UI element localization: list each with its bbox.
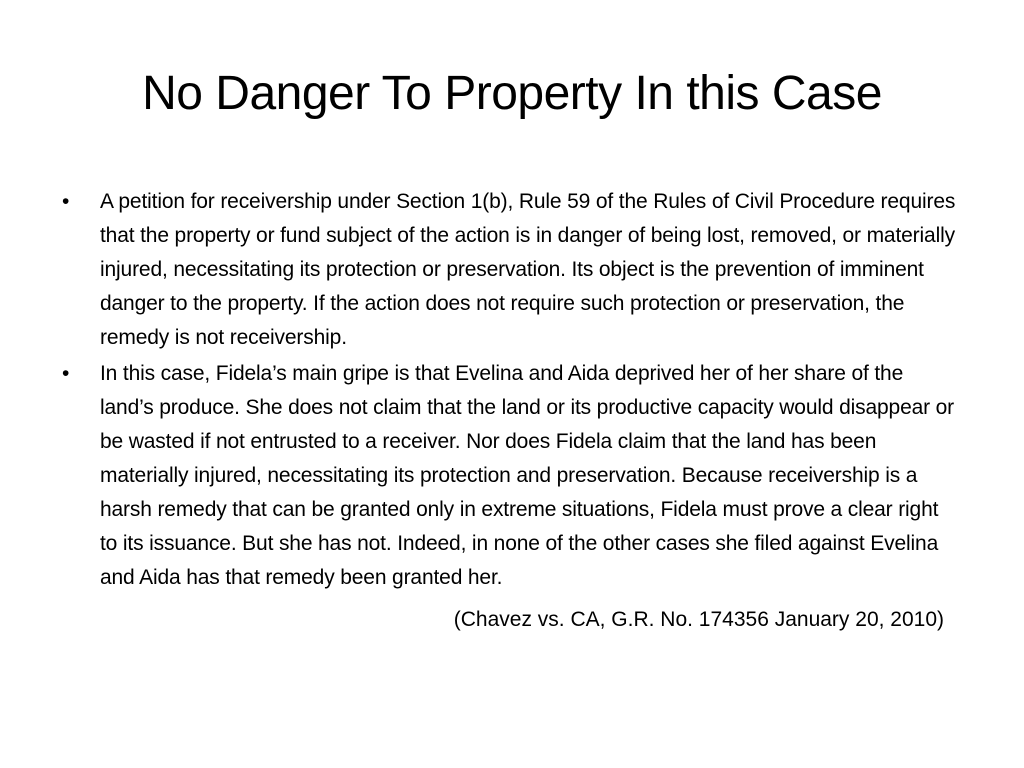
bullet-text: In this case, Fidela’s main gripe is that Evelina and Aida deprived her of her share of the land’s produce. She does not claim that the land or its productive capacity would disappear or be wasted if not entrusted to a receiver. Nor does Fidela claim that the land has been materially injured, necessitating its protection and preservation. Because receivership is a harsh remedy that can be granted only in extreme situations, Fidela must prove a clear right to its issuance. But she has not. Indeed, in none of the other cases she filed against Evelina and Aida has that remedy been granted her. bbox=[100, 362, 955, 589]
bullet-item-requirement bbox=[60, 185, 960, 355]
bullet-list bbox=[60, 185, 960, 595]
slide-title: No Danger To Property In this Case bbox=[142, 67, 882, 120]
bullet-marker: • bbox=[62, 190, 70, 213]
bullet-item-application bbox=[60, 357, 960, 595]
slide-content bbox=[60, 185, 960, 637]
bullet-marker: • bbox=[62, 362, 70, 385]
bullet-text: A petition for receivership under Section 1(b), Rule 59 of the Rules of Civil Procedure requires that the property or fund subject of the action is in danger of being lost, removed, or materially injured, necessitating its protection or preservation. Its object is the prevention of imminent danger to the property. If the action does not require such protection or preservation, the remedy is not receivership. bbox=[100, 190, 956, 349]
case-citation: (Chavez vs. CA, G.R. No. 174356 January 20, 2010) bbox=[453, 608, 944, 631]
